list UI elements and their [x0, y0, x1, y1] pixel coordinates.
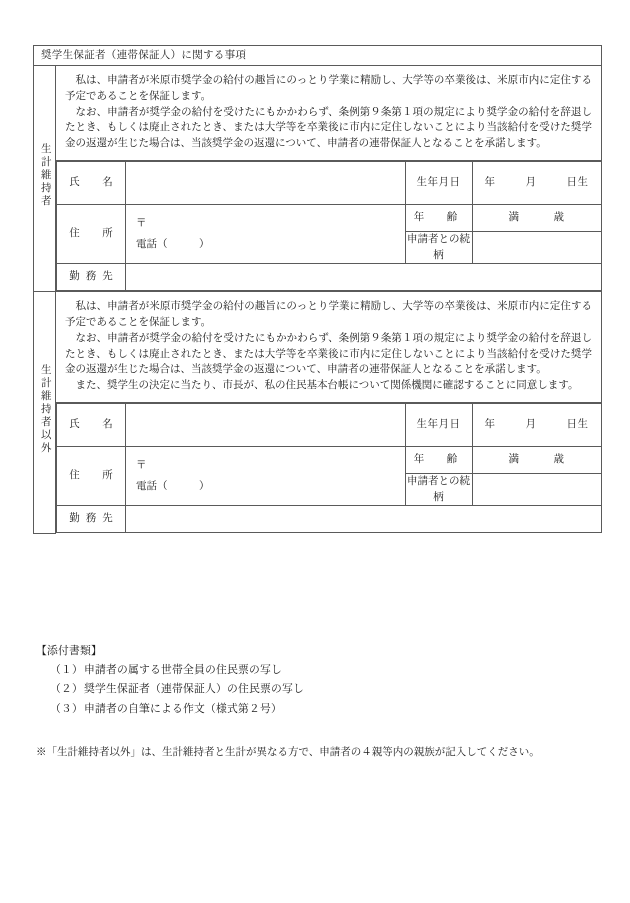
age-prefix: 満 [508, 453, 520, 465]
dob-day-label: 日生 [566, 418, 589, 430]
postal-mark: 〒 [136, 460, 147, 472]
attachments-list [36, 661, 596, 719]
side-label-seikei-iji-sha [34, 66, 56, 292]
row-address-age [57, 446, 602, 473]
relation-label: 申請者との続柄 [405, 473, 472, 506]
pledge-text-block-2 [56, 292, 602, 403]
fields-container-1 [56, 160, 602, 292]
footnote-block [36, 744, 598, 762]
name-label: 氏 名 [57, 403, 126, 446]
age-label: 年 齢 [405, 446, 472, 473]
address-inner [126, 452, 405, 500]
dob-month-label: 月 [525, 176, 537, 188]
form-header-row [34, 46, 602, 66]
attachment-text: 奨学生保証者（連帯保証人）の住民票の写し [84, 683, 304, 696]
guarantor-form-table [33, 45, 602, 534]
workplace-input-cell[interactable] [126, 506, 602, 533]
attachments-block [36, 642, 596, 719]
relation-label: 申請者との続柄 [405, 231, 472, 264]
pledge-paragraph: 私は、申請者が米原市奨学金の給付の趣旨にのっとり学業に精励し、大学等の卒業後は、米原市内に定住する予定であることを保証します。 [65, 75, 592, 102]
dob-line [473, 417, 601, 433]
section-seikei-iji-sha-igai [34, 292, 602, 403]
address-input-cell[interactable] [126, 204, 406, 264]
age-label: 年 齢 [405, 204, 472, 231]
section-2-fields-row [34, 402, 602, 533]
footnote-text: ※「生計維持者以外」は、生計維持者と生計が異なる方で、申請者の４親等内の親族が記入してください。 [36, 747, 540, 758]
telephone-label: 電話（ ） [136, 238, 210, 250]
attachment-number: （２） [50, 683, 83, 696]
row-name-dob [57, 161, 602, 204]
section-1-fields-row [34, 160, 602, 292]
list-item [36, 680, 596, 699]
attachment-number: （３） [50, 702, 83, 715]
age-suffix: 歳 [553, 453, 565, 465]
telephone-label: 電話（ ） [136, 480, 210, 492]
relation-input-cell[interactable] [472, 231, 601, 264]
name-input-cell[interactable] [126, 403, 406, 446]
pledge-paragraph: なお、申請者が奨学金の給付を受けたにもかかわらず、条例第９条第１項の規定により奨学金の給付を辞退したとき、もしくは廃止されたとき、または大学等を卒業後に市内に定住しないことにより当該給付を受けた奨学金の返還が生じた場合は、当該奨学金の返還について、申請者の連帯保証人となることを承諾します。 [65, 106, 592, 149]
dob-label: 生年月日 [405, 403, 472, 446]
applicant-fields-table-2 [56, 403, 602, 534]
age-input-cell[interactable] [472, 446, 601, 473]
side-label-text: 生計維持者以外 [39, 364, 51, 456]
dob-day-label: 日生 [566, 176, 589, 188]
side-label-text: 生計維持者 [39, 143, 51, 209]
dob-input-cell[interactable] [472, 403, 601, 446]
attachment-number: （１） [50, 664, 83, 677]
attachment-text: 申請者の自筆による作文（様式第２号） [84, 702, 282, 715]
dob-year-label: 年 [484, 418, 496, 430]
address-inner [126, 210, 405, 258]
form-header-title: 奨学生保証者（連帯保証人）に関する事項 [34, 46, 602, 66]
pledge-paragraph: また、奨学生の決定に当たり、市長が、私の住民基本台帳について関係機関に確認することに同意します。 [75, 380, 579, 391]
address-label: 住 所 [57, 204, 126, 264]
pledge-paragraph: なお、申請者が奨学金の給付を受けたにもかかわらず、条例第９条第１項の規定により奨学金の給付を辞退したとき、もしくは廃止されたとき、または大学等を卒業後に市内に定住しないことにより当該給付を受けた奨学金の返還が生じた場合は、当該奨学金の返還について、申請者の連帯保証人となることを承諾します。 [65, 332, 592, 376]
workplace-label: 勤務先 [57, 264, 126, 291]
applicant-fields-table-1 [56, 161, 602, 292]
address-input-cell[interactable] [126, 446, 406, 506]
section-seikei-iji-sha [34, 66, 602, 161]
row-name-dob [57, 403, 602, 446]
list-item [36, 700, 596, 719]
age-line [473, 452, 601, 468]
age-prefix: 満 [508, 211, 520, 223]
list-item [36, 661, 596, 680]
dob-year-label: 年 [484, 176, 496, 188]
age-suffix: 歳 [553, 211, 565, 223]
attachments-title: 【添付書類】 [36, 645, 102, 657]
name-input-cell[interactable] [126, 161, 406, 204]
workplace-label: 勤務先 [57, 506, 126, 533]
attachment-text: 申請者の属する世帯全員の住民票の写し [84, 664, 282, 677]
relation-input-cell[interactable] [472, 473, 601, 506]
age-line [473, 210, 601, 226]
dob-month-label: 月 [525, 418, 537, 430]
row-workplace [57, 264, 602, 291]
postal-mark: 〒 [136, 218, 147, 230]
name-label: 氏 名 [57, 161, 126, 204]
dob-input-cell[interactable] [472, 161, 601, 204]
row-workplace [57, 506, 602, 533]
address-label: 住 所 [57, 446, 126, 506]
workplace-input-cell[interactable] [126, 264, 602, 291]
row-address-age [57, 204, 602, 231]
side-label-seikei-iji-sha-igai [34, 292, 56, 534]
age-input-cell[interactable] [472, 204, 601, 231]
dob-label: 生年月日 [405, 161, 472, 204]
dob-line [473, 175, 601, 191]
pledge-paragraph: 私は、申請者が米原市奨学金の給付の趣旨にのっとり学業に精励し、大学等の卒業後は、米原市内に定住する予定であることを保証します。 [65, 301, 592, 328]
fields-container-2 [56, 402, 602, 533]
pledge-text-block-1 [56, 66, 602, 161]
